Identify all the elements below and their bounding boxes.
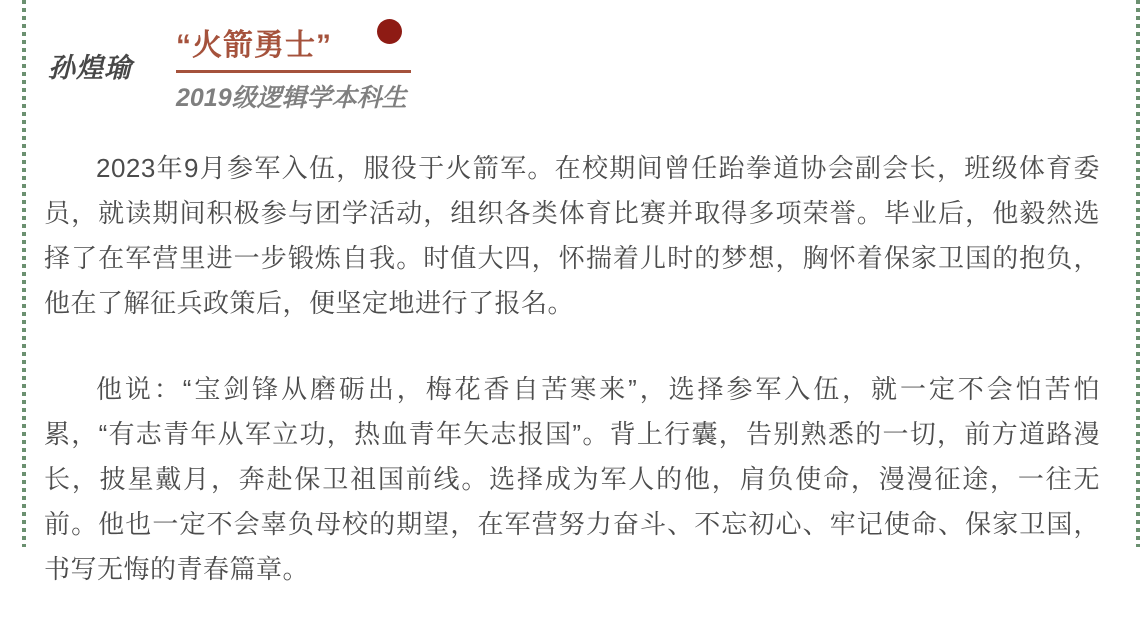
profile-header: [0, 0, 1143, 140]
student-name: 孙煌瑜: [48, 53, 132, 83]
article-body: [44, 146, 1100, 633]
profile-title: “火箭勇士”: [176, 29, 332, 62]
profile-subtitle: 2019级逻辑学本科生: [176, 83, 407, 112]
bio-paragraph: 2023年9月参军入伍，服役于火箭军。在校期间曾任跆拳道协会副会长，班级体育委员，就读期间积极参与团学活动，组织各类体育比赛并取得多项荣誉。毕业后，他毅然选择了在军营里进一步锻炼自我。时值大四，怀揣着儿时的梦想，胸怀着保家卫国的抱负，他在了解征兵政策后，便坚定地进行了报名。: [44, 153, 1100, 318]
red-dot-icon: [377, 19, 402, 44]
quote-paragraph: 他说：“宝剑锋从磨砺出，梅花香自苦寒来”，选择参军入伍，就一定不会怕苦怕累，“有志青年从军立功，热血青年矢志报国”。背上行囊，告别熟悉的一切，前方道路漫长，披星戴月，奔赴保卫祖国前线。选择成为军人的他，肩负使命，漫漫征途，一往无前。他也一定不会辜负母校的期望，在军营努力奋斗、不忘初心、牢记使命、保家卫国，书写无悔的青春篇章。: [44, 374, 1100, 584]
title-underline: [176, 70, 411, 73]
title-block: [176, 24, 411, 114]
